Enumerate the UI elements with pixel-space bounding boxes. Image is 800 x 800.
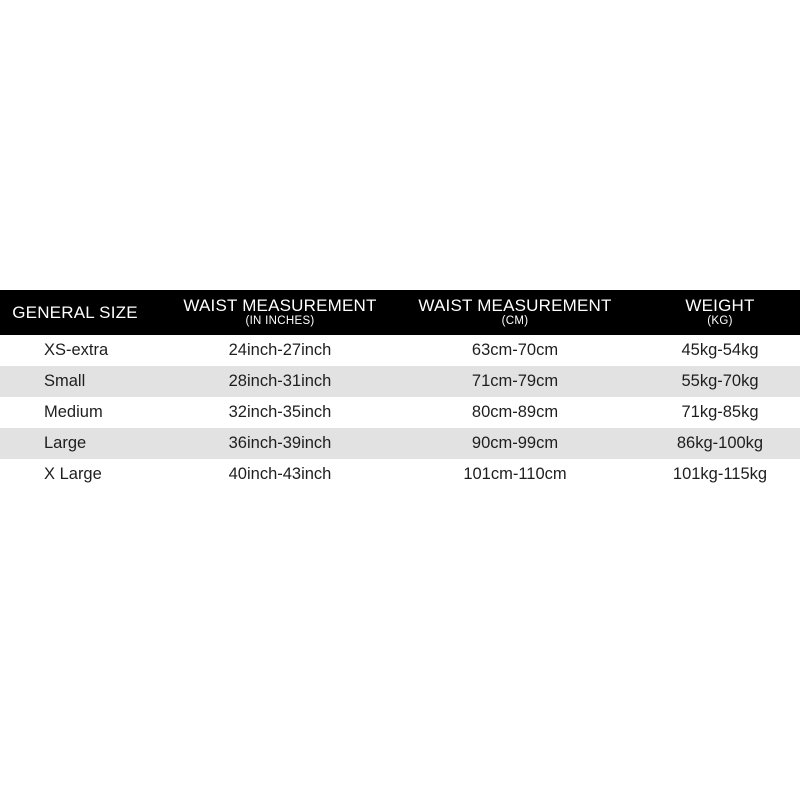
cell-waist-cm: 90cm-99cm xyxy=(471,434,559,452)
cell-size: Large xyxy=(44,434,87,452)
table-header-row xyxy=(0,290,800,335)
header-weight-unit: (KG) xyxy=(707,315,733,327)
header-weight-label: WEIGHT xyxy=(685,296,755,315)
cell-waist-cm: 71cm-79cm xyxy=(471,372,559,390)
header-waist-cm-label: WAIST MEASUREMENT xyxy=(418,296,612,315)
cell-size: X Large xyxy=(44,465,102,483)
cell-waist-inches: 36inch-39inch xyxy=(228,434,332,452)
cell-waist-inches: 28inch-31inch xyxy=(228,372,332,390)
table-row-medium xyxy=(0,397,800,428)
header-waist-inches-label: WAIST MEASUREMENT xyxy=(183,296,377,315)
header-general-size xyxy=(0,290,150,335)
size-chart-table xyxy=(0,290,800,490)
header-waist-cm xyxy=(400,290,630,335)
cell-size: Medium xyxy=(44,403,103,421)
table-row-large xyxy=(0,428,800,459)
cell-weight: 55kg-70kg xyxy=(681,372,759,390)
cell-waist-cm: 63cm-70cm xyxy=(471,341,559,359)
cell-size: XS-extra xyxy=(44,341,109,359)
cell-size: Small xyxy=(44,372,86,390)
cell-waist-inches: 24inch-27inch xyxy=(228,341,332,359)
cell-weight: 71kg-85kg xyxy=(681,403,759,421)
cell-waist-cm: 80cm-89cm xyxy=(471,403,559,421)
cell-waist-inches: 40inch-43inch xyxy=(228,465,332,483)
cell-weight: 45kg-54kg xyxy=(681,341,759,359)
header-weight xyxy=(640,290,800,335)
table-row-small xyxy=(0,366,800,397)
cell-weight: 86kg-100kg xyxy=(676,434,764,452)
cell-waist-inches: 32inch-35inch xyxy=(228,403,332,421)
table-row-xs-extra xyxy=(0,335,800,366)
table-row-x-large xyxy=(0,459,800,490)
cell-weight: 101kg-115kg xyxy=(672,465,768,483)
header-waist-inches xyxy=(160,290,400,335)
header-general-size-label: GENERAL SIZE xyxy=(12,303,138,322)
header-waist-cm-unit: (CM) xyxy=(501,315,529,327)
header-waist-inches-unit: (IN INCHES) xyxy=(245,315,315,327)
cell-waist-cm: 101cm-110cm xyxy=(463,465,567,483)
